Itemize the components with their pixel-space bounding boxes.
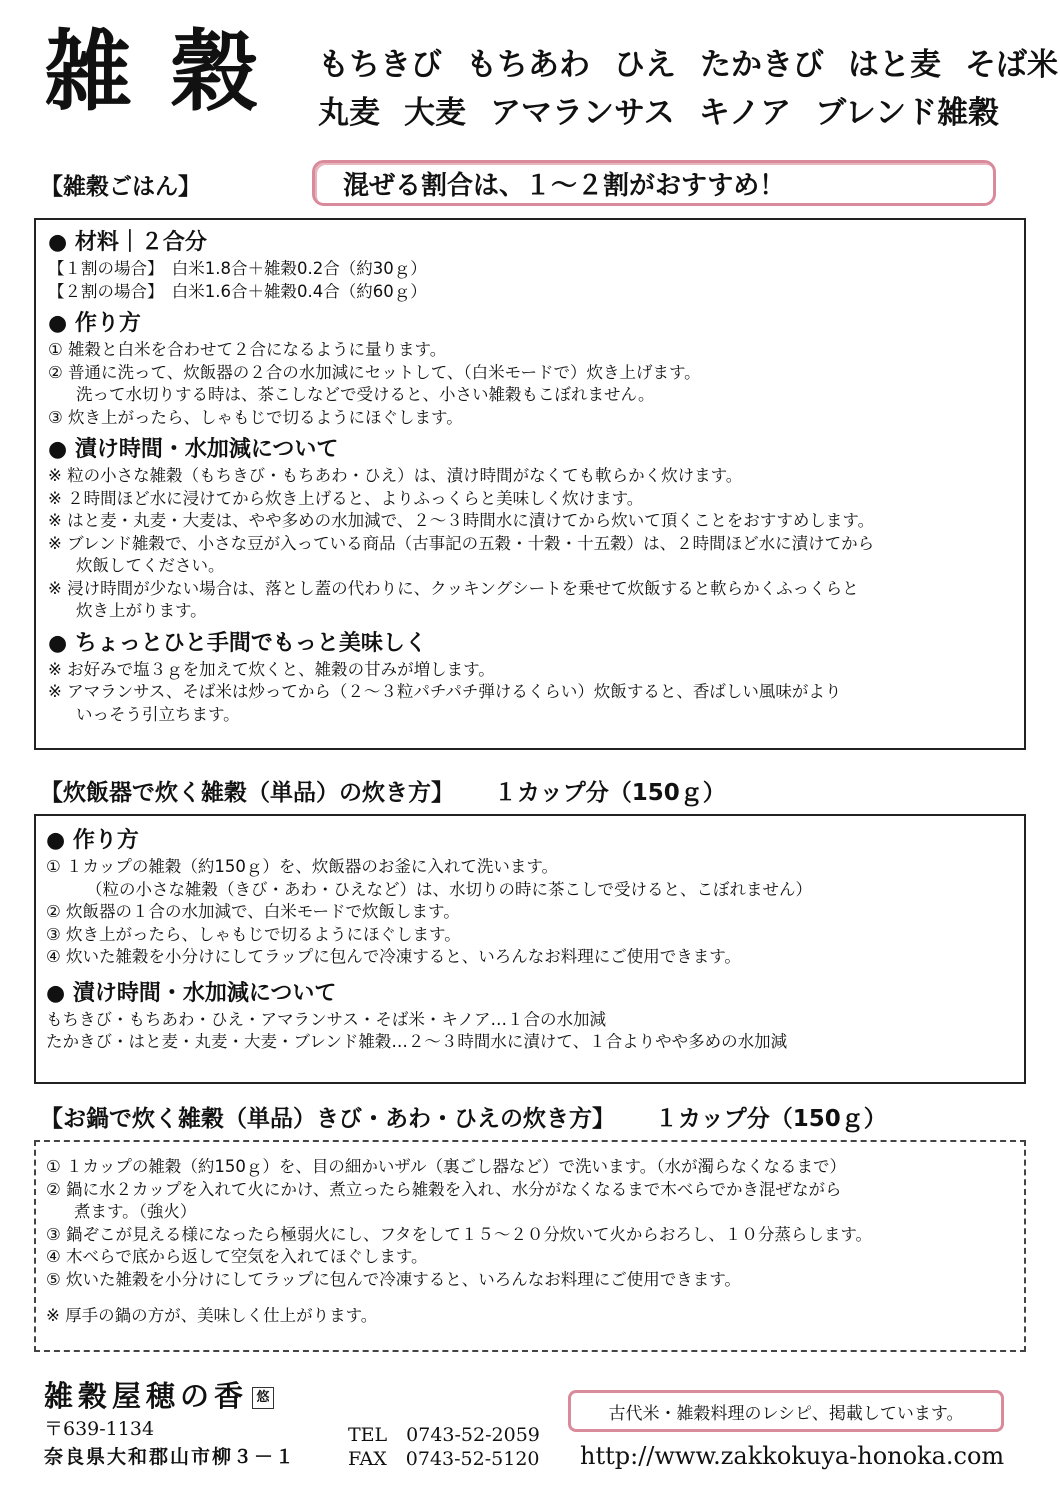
recipe-note-box: 古代米・雑穀料理のレシピ、掲載しています。 (568, 1390, 1004, 1432)
pot-step-line: ⑤ 炊いた雑穀を小分けにしてラップに包んで冷凍すると、いろんなお料理にご使用できます。 (46, 1269, 741, 1289)
tip-line: ※ お好みで塩３ｇを加えて炊くと、雑穀の甘みが増します。 (48, 659, 495, 679)
shop-name (44, 1374, 274, 1415)
cooker-method-heading: ● 作り方 (46, 828, 139, 853)
pot-step-line: ④ 木べらで底から返して空気を入れてほぐします。 (46, 1247, 428, 1266)
method-heading: ● 作り方 (48, 311, 141, 336)
method-line: ② 炊飯器の１合の水加減で、白米モードで炊飯します。 (46, 902, 460, 921)
pot-recipe-box (34, 1140, 1026, 1352)
method-line: ③ 炊き上がったら、しゃもじで切るようにほぐします。 (46, 924, 461, 944)
grain-item: そば米 (965, 47, 1058, 83)
fax-number: FAX 0743-52-5120 (348, 1448, 540, 1470)
tip-line: ※ アマランサス、そば米は炒ってから（２～３粒パチパチ弾けるくらい）炊飯すると、香ばしい風味がより (48, 682, 842, 701)
method-line: （粒の小さな雑穀（きび・あわ・ひえなど）は、水切りの時に茶こしで受けると、こぼれません） (86, 879, 812, 899)
grain-list-row-2 (318, 95, 1000, 131)
pot-step-line: ③ 鍋ぞこが見える様になったら極弱火にし、フタをして１５～２０分炊いて火からおろし、１０分蒸らします。 (46, 1224, 873, 1244)
soak-line: ※ ２時間ほど水に浸けてから炊き上げると、よりふっくらと美味しく炊けます。 (48, 488, 644, 508)
page-title: 雑 穀 (44, 20, 263, 123)
method-line: ② 普通に洗って、炊飯器の２合の水加減にセットして、（白米モードで）炊き上げます。 (48, 362, 701, 382)
ratio-banner: 混ぜる割合は、１～２割がおすすめ！ (312, 160, 996, 206)
grain-list-row-1 (318, 47, 1058, 83)
grain-item: たかきび (700, 47, 824, 83)
website-url[interactable]: http://www.zakkokuya-honoka.com (580, 1442, 1005, 1470)
pot-step-line: ② 鍋に水２カップを入れて火にかけ、煮立ったら雑穀を入れ、水分がなくなるまで木べらでかき混ぜながら (46, 1179, 842, 1199)
method-line: ① １カップの雑穀（約150ｇ）を、炊飯器のお釜に入れて洗います。 (46, 857, 559, 876)
soak-line: 炊飯してください。 (76, 556, 225, 575)
grain-item: キノア (698, 95, 792, 131)
zip-code: 〒639-1134 (44, 1418, 155, 1440)
soak-line: ※ はと麦・丸麦・大麦は、やや多めの水加減で、２～３時間水に漬けてから炊いて頂くことをおすすめします。 (48, 511, 875, 530)
shop-name-text: 雑穀屋穂の香 (44, 1379, 249, 1413)
grain-item: 丸麦 (318, 95, 380, 131)
pot-step-line: ① １カップの雑穀（約150ｇ）を、目の細かいザル（裏ごし器など）で洗います。（水が濁らなくなるまで） (46, 1157, 846, 1176)
grain-item: 大麦 (404, 95, 466, 131)
gohan-recipe-box (34, 218, 1026, 750)
grain-item: アマランサス (490, 95, 675, 131)
material-line: 【２割の場合】 白米1.6合＋雑穀0.4合（約60ｇ） (48, 281, 427, 301)
tel-number: TEL 0743-52-2059 (348, 1424, 540, 1446)
pot-note: ※ 厚手の鍋の方が、美味しく仕上がります。 (46, 1306, 378, 1325)
grain-item: ひえ (614, 47, 676, 83)
soak-line: たかきび・はと麦・丸麦・大麦・ブレンド雑穀…２～３時間水に漬けて、１合よりやや多めの水加減 (46, 1032, 788, 1051)
cooker-soak-heading: ● 漬け時間・水加減について (46, 980, 337, 1006)
pot-title: 【お鍋で炊く雑穀（単品）きび・あわ・ひえの炊き方】 (40, 1106, 615, 1132)
soak-line: もちきび・もちあわ・ひえ・アマランサス・そば米・キノア…１合の水加減 (46, 1009, 607, 1029)
pot-section-title (40, 1100, 887, 1133)
cooker-amount: １カップ分（150ｇ） (494, 780, 726, 806)
pot-step-line: 煮ます。（強火） (74, 1202, 197, 1221)
grain-item: もちあわ (466, 47, 590, 83)
grain-item: ブレンド雑穀 (815, 95, 1000, 131)
tips-heading: ● ちょっとひと手間でもっと美味しく (48, 630, 427, 656)
cooker-title: 【炊飯器で炊く雑穀（単品）の炊き方】 (40, 780, 454, 806)
soak-line: ※ 粒の小さな雑穀（もちきび・もちあわ・ひえ）は、漬け時間がなくても軟らかく炊けます。 (48, 466, 743, 485)
pot-amount: １カップ分（150ｇ） (655, 1106, 887, 1132)
method-line: ① 雑穀と白米を合わせて２合になるように量ります。 (48, 340, 447, 359)
grain-item: もちきび (318, 47, 442, 83)
tip-line: いっそう引立ちます。 (76, 704, 240, 724)
soak-heading: ● 漬け時間・水加減について (48, 437, 339, 462)
method-line: ④ 炊いた雑穀を小分けにしてラップに包んで冷凍すると、いろんなお料理にご使用できます。 (46, 947, 741, 966)
grain-item: はと麦 (848, 47, 941, 83)
soak-line: 炊き上がります。 (76, 601, 207, 620)
method-line: 洗って水切りする時は、茶こしなどで受けると、小さい雑穀もこぼれません。 (76, 385, 655, 404)
method-line: ③ 炊き上がったら、しゃもじで切るようにほぐします。 (48, 407, 463, 427)
gohan-section-label: 【雑穀ごはん】 (40, 174, 201, 200)
soak-line: ※ ブレンド雑穀で、小さな豆が入っている商品（古事記の五穀・十穀・十五穀）は、２時間ほど水に漬けてから (48, 533, 875, 553)
shop-seal-stamp: 悠 (252, 1387, 274, 1409)
address: 奈良県大和郡山市柳３－１ (44, 1446, 297, 1468)
soak-line: ※ 浸け時間が少ない場合は、落とし蓋の代わりに、クッキングシートを乗せて炊飯すると軟らかくふっくらと (48, 578, 859, 598)
materials-heading: ● 材料｜２合分 (48, 230, 207, 255)
material-line: 【１割の場合】 白米1.8合＋雑穀0.2合（約30ｇ） (48, 259, 427, 278)
cooker-recipe-box (34, 814, 1026, 1084)
cooker-section-title (40, 774, 726, 807)
